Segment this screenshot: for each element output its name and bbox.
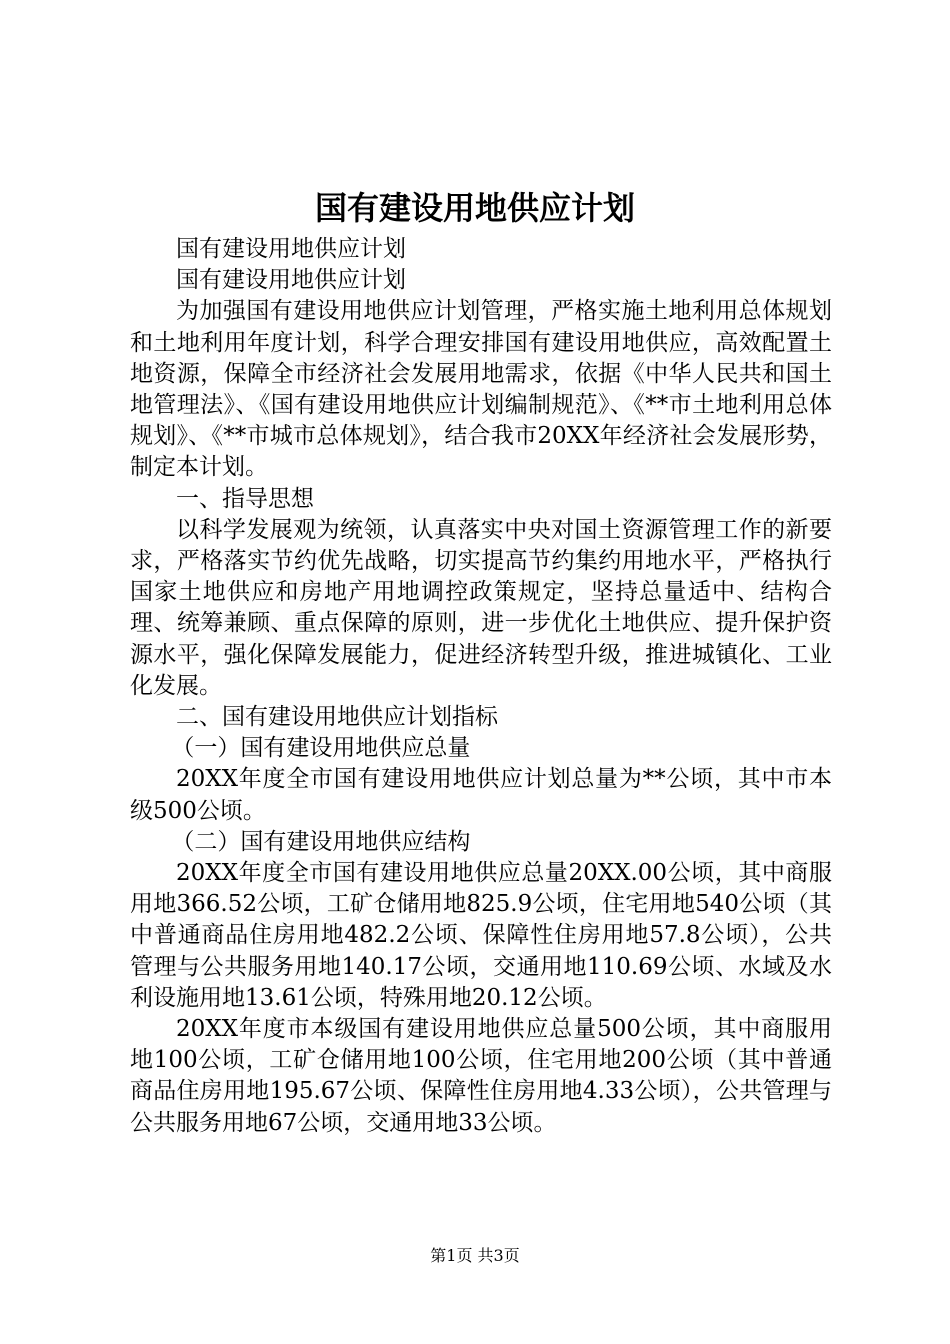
paragraph-guiding-ideology: 以科学发展观为统领，认真落实中央对国土资源管理工作的新要求，严格落实节约优先战略，切实提高节约集约用地水平，严格执行国家土地供应和房地产用地调控政策规定，坚持总量适中、结构合理、统筹兼顾、重点保障的原则，进一步优化土地供应、提升保护资源水平，强化保障发展能力，促进经济转型升级，推进城镇化、工业化发展。 [130, 516, 832, 699]
document-title: 国有建设用地供应计划 [314, 189, 635, 227]
subsection-heading-supply-structure: （二）国有建设用地供应结构 [171, 828, 471, 855]
paragraph-city-supply-structure: 20XX年度全市国有建设用地供应总量20XX.00公顷，其中商服用地366.52公顷，工矿仓储用地825.9公顷，住宅用地540公顷（其中普通商品住房用地482.2公顷、保障性住房用地57.8公顷），公共管理与公共服务用地140.17公顷，交通用地110.69公顷、水域及水利设施用地13.61公顷，特殊用地20.12公顷。 [130, 860, 832, 1011]
page-number-footer: 第1页 共3页 [430, 1246, 520, 1265]
section-heading-plan-indicators: 二、国有建设用地供应计划指标 [176, 704, 498, 731]
section-heading-guiding-ideology: 一、指导思想 [176, 485, 314, 512]
paragraph-intro: 为加强国有建设用地供应计划管理，严格实施土地利用总体规划和土地利用年度计划，科学合理安排国有建设用地供应，高效配置土地资源，保障全市经济社会发展用地需求，依据《中华人民共和国土地管理法》、《国有建设用地供应计划编制规范》、《**市土地利用总体规划》、《**市城市总体规划》，结合我市20XX年经济社会发展形势，制定本计划。 [130, 298, 832, 481]
paragraph-total-supply: 20XX年度全市国有建设用地供应计划总量为**公顷，其中市本级500公顷。 [130, 766, 832, 824]
paragraph-heading-repeat-1: 国有建设用地供应计划 [176, 236, 406, 262]
document-body [130, 234, 832, 1139]
paragraph-municipal-supply-structure: 20XX年度市本级国有建设用地供应总量500公顷，其中商服用地100公顷，工矿仓储用地100公顷，住宅用地200公顷（其中普通商品住房用地195.67公顷、保障性住房用地4.33公顷），公共管理与公共服务用地67公顷，交通用地33公顷。 [130, 1016, 832, 1136]
paragraph-heading-repeat-2: 国有建设用地供应计划 [176, 267, 406, 294]
subsection-heading-total-supply: （一）国有建设用地供应总量 [171, 735, 471, 762]
